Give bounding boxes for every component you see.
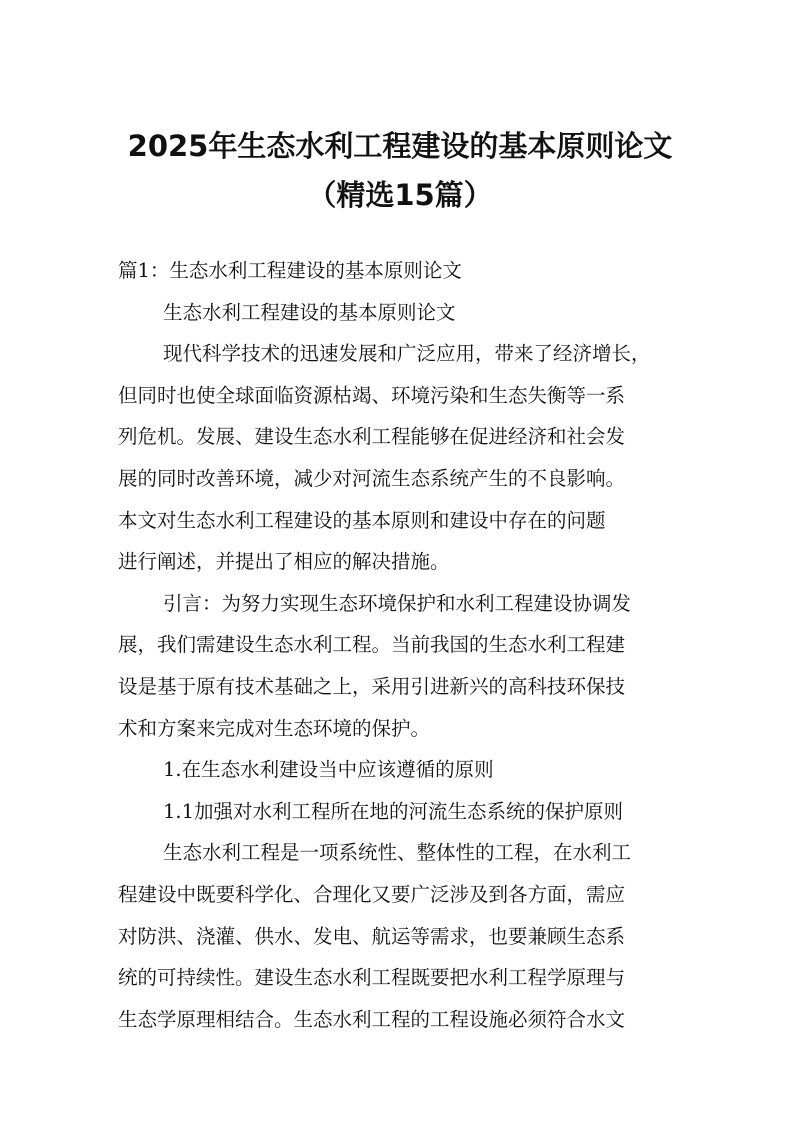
document-title: 2025年生态水利工程建设的基本原则论文 [127, 129, 673, 163]
body-text-line: 列危机。发展、建设生态水利工程能够在促进经济和社会发 [118, 425, 626, 449]
body-text-line: 展的同时改善环境，减少对河流生态系统产生的不良影响。 [118, 466, 626, 490]
body-text-line: 术和方案来完成对生态环境的保护。 [118, 716, 431, 740]
body-text-line: 生态学原理相结合。生态水利工程的工程设施必须符合水文 [118, 1007, 626, 1031]
subsection-heading: 1.1加强对水利工程所在地的河流生态系统的保护原则 [163, 799, 624, 823]
document-subtitle: （精选15篇） [307, 178, 493, 212]
article-title: 生态水利工程建设的基本原则论文 [163, 300, 456, 324]
body-text-line: 进行阐述，并提出了相应的解决措施。 [118, 550, 450, 574]
body-text-line: 程建设中既要科学化、合理化又要广泛涉及到各方面，需应 [118, 882, 626, 906]
body-text-line: 引言：为努力实现生态环境保护和水利工程建设协调发 [163, 591, 632, 615]
body-text-line: 本文对生态水利工程建设的基本原则和建设中存在的问题 [118, 508, 606, 532]
section-heading: 篇1：生态水利工程建设的基本原则论文 [118, 259, 462, 282]
body-text-line: 展，我们需建设生态水利工程。当前我国的生态水利工程建 [118, 633, 626, 657]
body-text-line: 对防洪、浇灌、供水、发电、航运等需求，也要兼顾生态系 [118, 924, 626, 948]
body-text-line: 但同时也使全球面临资源枯竭、环境污染和生态失衡等一系 [118, 383, 626, 407]
body-text-line: 统的可持续性。建设生态水利工程既要把水利工程学原理与 [118, 966, 626, 990]
body-text-line: 设是基于原有技术基础之上，采用引进新兴的高科技环保技 [118, 674, 626, 698]
document-body [118, 250, 686, 1040]
body-text-line: 生态水利工程是一项系统性、整体性的工程，在水利工 [163, 841, 632, 865]
subsection-heading: 1.在生态水利建设当中应该遵循的原则 [163, 758, 494, 782]
body-text-line: 现代科学技术的迅速发展和广泛应用，带来了经济增长， [163, 342, 651, 366]
